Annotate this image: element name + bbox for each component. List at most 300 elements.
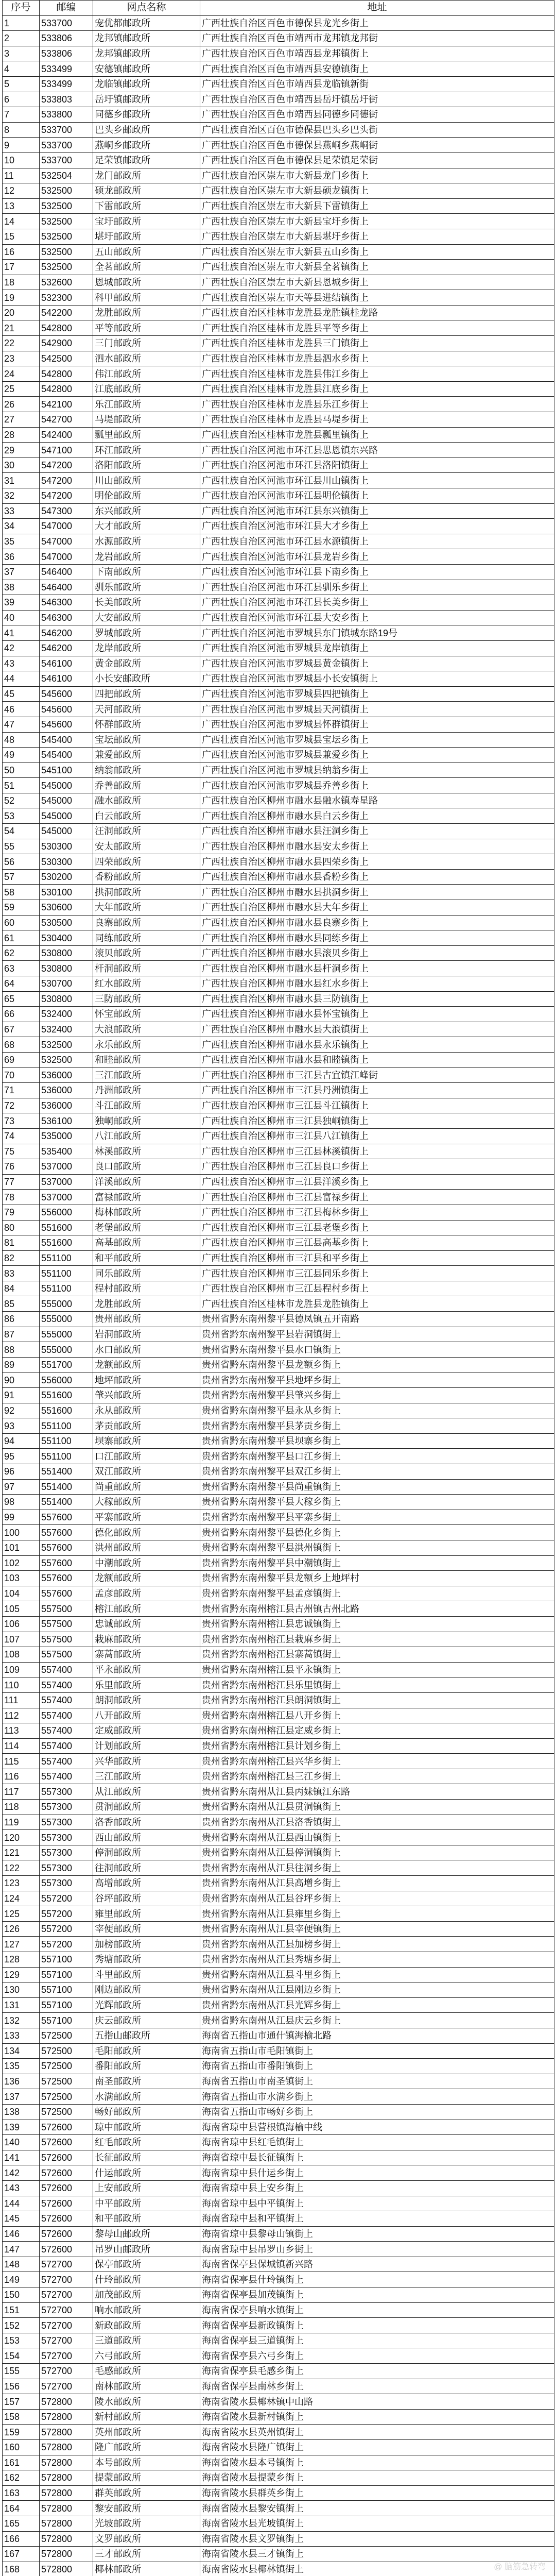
table-row — [3, 702, 554, 717]
cell-name: 庆云邮政所 — [93, 2013, 200, 2028]
table-row — [3, 1830, 554, 1845]
cell-zip: 535000 — [40, 1128, 93, 1144]
table-row — [3, 1647, 554, 1663]
cell-seq: 141 — [3, 2150, 40, 2165]
cell-name: 三门邮政所 — [93, 336, 200, 351]
cell-address: 海南省保亭县南林乡街上 — [200, 2379, 554, 2394]
cell-zip: 545600 — [40, 717, 93, 732]
cell-address: 海南省五指山市水满乡街上 — [200, 2089, 554, 2105]
cell-seq: 103 — [3, 1571, 40, 1586]
table-row — [3, 2120, 554, 2135]
cell-name: 平寨邮政所 — [93, 1510, 200, 1525]
table-row — [3, 2470, 554, 2486]
cell-zip: 547200 — [40, 473, 93, 488]
cell-zip: 546200 — [40, 625, 93, 641]
table-row — [3, 595, 554, 611]
table-row — [3, 519, 554, 534]
cell-name: 什玲邮政所 — [93, 2272, 200, 2287]
cell-name: 足荣镇邮政所 — [93, 152, 200, 168]
table-row — [3, 1190, 554, 1205]
cell-name: 水口邮政所 — [93, 1342, 200, 1358]
table-row — [3, 305, 554, 320]
cell-address: 海南省陵水县椰林镇街上 — [200, 2562, 554, 2576]
table-row — [3, 1113, 554, 1129]
cell-address: 广西壮族自治区柳州市融水县永乐镇街上 — [200, 1037, 554, 1053]
table-row — [3, 2531, 554, 2547]
table-row — [3, 107, 554, 123]
cell-name: 兴华邮政所 — [93, 1754, 200, 1769]
cell-seq: 98 — [3, 1495, 40, 1510]
cell-seq: 104 — [3, 1586, 40, 1601]
cell-zip: 532400 — [40, 1022, 93, 1037]
table-row — [3, 2516, 554, 2531]
table-row — [3, 2425, 554, 2440]
cell-seq: 129 — [3, 1967, 40, 1982]
cell-zip: 557300 — [40, 1800, 93, 1815]
cell-seq: 77 — [3, 1174, 40, 1190]
cell-address: 贵州省黔东南州从江县停洞镇街上 — [200, 1845, 554, 1860]
cell-address: 广西壮族自治区河池市环江县思恩镇东兴路 — [200, 443, 554, 458]
cell-seq: 50 — [3, 762, 40, 778]
cell-name: 四荣邮政所 — [93, 854, 200, 870]
table-row — [3, 1495, 554, 1510]
cell-seq: 135 — [3, 2059, 40, 2074]
cell-zip: 545000 — [40, 824, 93, 839]
cell-name: 番阳邮政所 — [93, 2059, 200, 2074]
cell-seq: 106 — [3, 1616, 40, 1632]
cell-address: 广西壮族自治区河池市罗城县黄金镇街上 — [200, 656, 554, 671]
cell-address: 贵州省黔东南州榕江县朗洞镇街上 — [200, 1692, 554, 1708]
table-row — [3, 457, 554, 473]
cell-name: 龙胜邮政所 — [93, 1296, 200, 1312]
table-row — [3, 1449, 554, 1464]
cell-zip: 555000 — [40, 1327, 93, 1342]
cell-seq: 100 — [3, 1525, 40, 1540]
cell-seq: 48 — [3, 732, 40, 748]
cell-name: 龙岸邮政所 — [93, 640, 200, 656]
cell-address: 贵州省黔东南州黎平县德凤镇五开南路 — [200, 1312, 554, 1327]
cell-zip: 557400 — [40, 1738, 93, 1754]
cell-name: 肇兴邮政所 — [93, 1388, 200, 1403]
cell-address: 广西壮族自治区崇左市大新县龙门乡街上 — [200, 168, 554, 183]
table-row — [3, 2180, 554, 2196]
table-row — [3, 686, 554, 702]
table-row — [3, 2364, 554, 2379]
cell-seq: 125 — [3, 1906, 40, 1922]
cell-zip: 572600 — [40, 2196, 93, 2211]
cell-zip: 537000 — [40, 1190, 93, 1205]
cell-address: 海南省保亭县加茂镇街上 — [200, 2287, 554, 2303]
cell-seq: 38 — [3, 580, 40, 595]
cell-zip: 557500 — [40, 1601, 93, 1617]
cell-zip: 557500 — [40, 1632, 93, 1647]
table-row — [3, 1296, 554, 1312]
cell-seq: 69 — [3, 1052, 40, 1067]
cell-seq: 84 — [3, 1281, 40, 1296]
cell-address: 贵州省黔东南州从江县斗里乡街上 — [200, 1967, 554, 1982]
cell-seq: 76 — [3, 1159, 40, 1175]
cell-zip: 551400 — [40, 1479, 93, 1495]
cell-zip: 557200 — [40, 1891, 93, 1906]
cell-name: 下雷邮政所 — [93, 198, 200, 214]
cell-name: 龙岩邮政所 — [93, 549, 200, 565]
cell-zip: 547300 — [40, 503, 93, 519]
cell-name: 安太邮政所 — [93, 839, 200, 854]
cell-address: 贵州省黔东南州榕江县计划乡街上 — [200, 1738, 554, 1754]
cell-name: 大才邮政所 — [93, 519, 200, 534]
table-row — [3, 1022, 554, 1037]
cell-seq: 31 — [3, 473, 40, 488]
cell-address: 广西壮族自治区河池市环江县龙岩乡街上 — [200, 549, 554, 565]
cell-address: 贵州省黔东南州榕江县栽麻乡街上 — [200, 1632, 554, 1647]
cell-name: 英州邮政所 — [93, 2425, 200, 2440]
cell-zip: 557600 — [40, 1525, 93, 1540]
cell-seq: 134 — [3, 2043, 40, 2059]
cell-zip: 551700 — [40, 1357, 93, 1372]
cell-name: 瓢里邮政所 — [93, 427, 200, 443]
cell-zip: 530800 — [40, 945, 93, 961]
cell-name: 永从邮政所 — [93, 1403, 200, 1418]
cell-seq: 112 — [3, 1708, 40, 1723]
table-row — [3, 1403, 554, 1418]
table-row — [3, 443, 554, 458]
table-row — [3, 625, 554, 641]
cell-name: 长美邮政所 — [93, 595, 200, 611]
cell-address: 广西壮族自治区河池市环江县水源镇街上 — [200, 534, 554, 549]
cell-address: 广西壮族自治区百色市靖西县安德镇街上 — [200, 61, 554, 77]
cell-name: 东兴邮政所 — [93, 503, 200, 519]
cell-address: 广西壮族自治区河池市罗城县纳翁乡街上 — [200, 762, 554, 778]
cell-address: 贵州省黔东南州从江县雍里乡街上 — [200, 1906, 554, 1922]
cell-address: 贵州省黔东南州从江县光辉乡街上 — [200, 1997, 554, 2013]
cell-seq: 70 — [3, 1067, 40, 1083]
table-row — [3, 564, 554, 580]
cell-address: 贵州省黔东南州从江县庆云乡街上 — [200, 2013, 554, 2028]
cell-name: 宝圩邮政所 — [93, 214, 200, 229]
cell-name: 拱洞邮政所 — [93, 885, 200, 900]
cell-address: 广西壮族自治区柳州市融水县红水乡街上 — [200, 976, 554, 992]
cell-zip: 572700 — [40, 2364, 93, 2379]
cell-seq: 145 — [3, 2211, 40, 2227]
cell-name: 陵水邮政所 — [93, 2394, 200, 2410]
cell-seq: 147 — [3, 2242, 40, 2257]
cell-address: 广西壮族自治区崇左市大新县恩城乡街上 — [200, 275, 554, 290]
table-row — [3, 381, 554, 397]
cell-zip: 572600 — [40, 2180, 93, 2196]
cell-name: 文罗邮政所 — [93, 2531, 200, 2547]
table-row — [3, 1662, 554, 1677]
cell-address: 贵州省黔东南州从江县洛香镇街上 — [200, 1815, 554, 1830]
cell-name: 往洞邮政所 — [93, 1860, 200, 1876]
cell-name: 龙邦镇邮政所 — [93, 31, 200, 46]
cell-seq: 52 — [3, 793, 40, 808]
table-row — [3, 1601, 554, 1617]
cell-zip: 572600 — [40, 2120, 93, 2135]
watermark: @ 脑筋急转弯 — [494, 2563, 546, 2571]
cell-zip: 533700 — [40, 122, 93, 138]
cell-address: 海南省陵水县隆广镇街上 — [200, 2440, 554, 2455]
table-row — [3, 2562, 554, 2576]
cell-zip: 532600 — [40, 275, 93, 290]
cell-name: 岳圩镇邮政所 — [93, 92, 200, 107]
cell-zip: 542100 — [40, 397, 93, 412]
cell-address: 广西壮族自治区河池市罗城县乔善乡街上 — [200, 778, 554, 793]
cell-seq: 114 — [3, 1738, 40, 1754]
cell-seq: 12 — [3, 183, 40, 199]
table-row — [3, 1479, 554, 1495]
cell-seq: 120 — [3, 1830, 40, 1845]
cell-name: 雍里邮政所 — [93, 1906, 200, 1922]
cell-zip: 547000 — [40, 549, 93, 565]
table-row — [3, 1464, 554, 1480]
cell-name: 停洞邮政所 — [93, 1845, 200, 1860]
cell-zip: 546200 — [40, 640, 93, 656]
cell-address: 海南省保亭县三道镇街上 — [200, 2333, 554, 2348]
cell-name: 红水邮政所 — [93, 976, 200, 992]
cell-seq: 8 — [3, 122, 40, 138]
cell-name: 双江邮政所 — [93, 1464, 200, 1480]
cell-name: 加榜邮政所 — [93, 1937, 200, 1952]
cell-address: 广西壮族自治区柳州市三江县高基乡街上 — [200, 1235, 554, 1251]
cell-seq: 43 — [3, 656, 40, 671]
cell-zip: 557300 — [40, 1845, 93, 1860]
cell-zip: 551400 — [40, 1495, 93, 1510]
cell-name: 三才邮政所 — [93, 2547, 200, 2562]
cell-address: 贵州省黔东南州榕江县八开乡街上 — [200, 1708, 554, 1723]
cell-zip: 572800 — [40, 2409, 93, 2425]
cell-zip: 532500 — [40, 229, 93, 244]
cell-seq: 168 — [3, 2562, 40, 2576]
cell-seq: 122 — [3, 1860, 40, 1876]
cell-name: 龙邦镇邮政所 — [93, 46, 200, 61]
cell-address: 广西壮族自治区柳州市融水县安太乡街上 — [200, 839, 554, 854]
cell-address: 贵州省黔东南州黎平县尚重镇街上 — [200, 1479, 554, 1495]
cell-seq: 167 — [3, 2547, 40, 2562]
table-row — [3, 2302, 554, 2318]
table-row — [3, 214, 554, 229]
cell-name: 和睦邮政所 — [93, 1052, 200, 1067]
table-row — [3, 2440, 554, 2455]
cell-seq: 138 — [3, 2104, 40, 2120]
cell-seq: 131 — [3, 1997, 40, 2013]
cell-seq: 137 — [3, 2089, 40, 2105]
cell-zip: 542200 — [40, 305, 93, 320]
cell-zip: 557300 — [40, 1876, 93, 1891]
cell-zip: 572800 — [40, 2425, 93, 2440]
cell-name: 和平邮政所 — [93, 1250, 200, 1266]
cell-name: 黎安邮政所 — [93, 2501, 200, 2516]
cell-seq: 128 — [3, 1952, 40, 1968]
cell-name: 恩城邮政所 — [93, 275, 200, 290]
cell-seq: 16 — [3, 244, 40, 260]
cell-zip: 557100 — [40, 1967, 93, 1982]
cell-name: 群英邮政所 — [93, 2485, 200, 2501]
cell-zip: 551600 — [40, 1403, 93, 1418]
table-row — [3, 1266, 554, 1281]
cell-address: 广西壮族自治区河池市罗城县宝坛乡街上 — [200, 732, 554, 748]
cell-zip: 572500 — [40, 2059, 93, 2074]
cell-zip: 557200 — [40, 1921, 93, 1937]
table-row — [3, 1510, 554, 1525]
cell-address: 广西壮族自治区柳州市融水县同练乡街上 — [200, 930, 554, 946]
table-row — [3, 1800, 554, 1815]
table-row — [3, 198, 554, 214]
cell-name: 毛感邮政所 — [93, 2364, 200, 2379]
cell-zip: 547100 — [40, 443, 93, 458]
cell-seq: 83 — [3, 1266, 40, 1281]
table-row — [3, 1952, 554, 1968]
cell-seq: 148 — [3, 2257, 40, 2272]
cell-name: 良口邮政所 — [93, 1159, 200, 1175]
table-row — [3, 945, 554, 961]
cell-seq: 155 — [3, 2364, 40, 2379]
cell-seq: 51 — [3, 778, 40, 793]
cell-seq: 74 — [3, 1128, 40, 1144]
table-row — [3, 397, 554, 412]
cell-seq: 5 — [3, 76, 40, 92]
cell-zip: 557100 — [40, 1952, 93, 1968]
table-row — [3, 2257, 554, 2272]
cell-zip: 572500 — [40, 2028, 93, 2043]
cell-seq: 10 — [3, 152, 40, 168]
cell-address: 广西壮族自治区桂林市龙胜县龙胜镇街上 — [200, 1296, 554, 1312]
cell-seq: 124 — [3, 1891, 40, 1906]
cell-address: 广西壮族自治区崇左市大新县硕龙镇街上 — [200, 183, 554, 199]
cell-zip: 557300 — [40, 1860, 93, 1876]
cell-name: 龙额邮政所 — [93, 1357, 200, 1372]
cell-address: 贵州省黔东南州黎平县肇兴乡街上 — [200, 1388, 554, 1403]
table-row — [3, 168, 554, 183]
table-row — [3, 15, 554, 31]
table-row — [3, 1433, 554, 1449]
cell-address: 贵州省黔东南州黎平县茅贡乡街上 — [200, 1418, 554, 1434]
header-seq: 序号 — [3, 1, 40, 16]
cell-name: 燕峒乡邮政所 — [93, 138, 200, 153]
cell-address: 海南省陵水县本号镇街上 — [200, 2455, 554, 2470]
table-row — [3, 2089, 554, 2105]
table-row — [3, 1754, 554, 1769]
cell-name: 榕江邮政所 — [93, 1601, 200, 1617]
table-row — [3, 717, 554, 732]
cell-zip: 572800 — [40, 2440, 93, 2455]
table-row — [3, 1144, 554, 1159]
cell-zip: 551100 — [40, 1250, 93, 1266]
cell-zip: 533803 — [40, 92, 93, 107]
cell-name: 乐江邮政所 — [93, 397, 200, 412]
cell-zip: 557600 — [40, 1571, 93, 1586]
cell-seq: 94 — [3, 1433, 40, 1449]
cell-zip: 557100 — [40, 1997, 93, 2013]
cell-address: 贵州省黔东南州黎平县岩洞镇街上 — [200, 1327, 554, 1342]
cell-zip: 551100 — [40, 1449, 93, 1464]
cell-seq: 95 — [3, 1449, 40, 1464]
cell-seq: 67 — [3, 1022, 40, 1037]
cell-zip: 551100 — [40, 1266, 93, 1281]
cell-seq: 14 — [3, 214, 40, 229]
cell-seq: 153 — [3, 2333, 40, 2348]
cell-name: 怀宝邮政所 — [93, 1007, 200, 1022]
cell-seq: 61 — [3, 930, 40, 946]
cell-seq: 57 — [3, 869, 40, 885]
table-row — [3, 2226, 554, 2242]
cell-address: 广西壮族自治区崇左市大新县堪圩乡街上 — [200, 229, 554, 244]
cell-address: 海南省保亭县新政镇街上 — [200, 2318, 554, 2333]
cell-name: 四把邮政所 — [93, 686, 200, 702]
cell-address: 广西壮族自治区河池市罗城县怀群镇街上 — [200, 717, 554, 732]
cell-name: 龙临镇邮政所 — [93, 76, 200, 92]
cell-zip: 533806 — [40, 31, 93, 46]
cell-seq: 136 — [3, 2074, 40, 2089]
cell-zip: 557400 — [40, 1708, 93, 1723]
cell-zip: 557500 — [40, 1647, 93, 1663]
table-row — [3, 640, 554, 656]
table-row — [3, 427, 554, 443]
cell-zip: 545600 — [40, 686, 93, 702]
table-row — [3, 1586, 554, 1601]
cell-address: 贵州省黔东南州榕江县三江乡街上 — [200, 1769, 554, 1784]
table-row — [3, 61, 554, 77]
cell-seq: 149 — [3, 2272, 40, 2287]
cell-seq: 3 — [3, 46, 40, 61]
cell-seq: 139 — [3, 2120, 40, 2135]
cell-zip: 572800 — [40, 2531, 93, 2547]
cell-zip: 557100 — [40, 1982, 93, 1998]
table-row — [3, 1098, 554, 1113]
cell-address: 贵州省黔东南州从江县加榜乡街上 — [200, 1937, 554, 1952]
cell-zip: 551600 — [40, 1235, 93, 1251]
table-row — [3, 1235, 554, 1251]
cell-name: 富禄邮政所 — [93, 1190, 200, 1205]
cell-name: 纳翁邮政所 — [93, 762, 200, 778]
cell-seq: 154 — [3, 2348, 40, 2364]
table-row — [3, 183, 554, 199]
cell-seq: 68 — [3, 1037, 40, 1053]
cell-address: 广西壮族自治区柳州市三江县良口乡街上 — [200, 1159, 554, 1175]
cell-address: 广西壮族自治区柳州市融水县融水镇寿星路 — [200, 793, 554, 808]
cell-seq: 58 — [3, 885, 40, 900]
cell-zip: 572800 — [40, 2501, 93, 2516]
cell-name: 红毛邮政所 — [93, 2135, 200, 2150]
cell-name: 同练邮政所 — [93, 930, 200, 946]
table-row — [3, 2272, 554, 2287]
cell-zip: 551100 — [40, 1418, 93, 1434]
table-row — [3, 1372, 554, 1388]
cell-seq: 126 — [3, 1921, 40, 1937]
cell-zip: 572500 — [40, 2043, 93, 2059]
cell-name: 秀塘邮政所 — [93, 1952, 200, 1968]
table-row — [3, 839, 554, 854]
cell-address: 广西壮族自治区柳州市三江县洋溪乡街上 — [200, 1174, 554, 1190]
cell-zip: 572600 — [40, 2150, 93, 2165]
cell-name: 伟江邮政所 — [93, 366, 200, 382]
cell-seq: 151 — [3, 2302, 40, 2318]
cell-address: 广西壮族自治区柳州市融水县拱洞乡街上 — [200, 885, 554, 900]
cell-name: 三江邮政所 — [93, 1769, 200, 1784]
cell-zip: 542800 — [40, 366, 93, 382]
cell-address: 海南省陵水县黎安镇街上 — [200, 2501, 554, 2516]
cell-seq: 166 — [3, 2531, 40, 2547]
cell-name: 本号邮政所 — [93, 2455, 200, 2470]
cell-zip: 557400 — [40, 1662, 93, 1677]
cell-zip: 546400 — [40, 564, 93, 580]
cell-name: 新政邮政所 — [93, 2318, 200, 2333]
cell-zip: 542700 — [40, 412, 93, 428]
cell-seq: 25 — [3, 381, 40, 397]
cell-address: 贵州省黔东南州从江县贯洞镇街上 — [200, 1800, 554, 1815]
table-row — [3, 2501, 554, 2516]
cell-address: 广西壮族自治区柳州市三江县程村乡街上 — [200, 1281, 554, 1296]
cell-address: 广西壮族自治区桂林市龙胜县龙胜镇桂龙路 — [200, 305, 554, 320]
